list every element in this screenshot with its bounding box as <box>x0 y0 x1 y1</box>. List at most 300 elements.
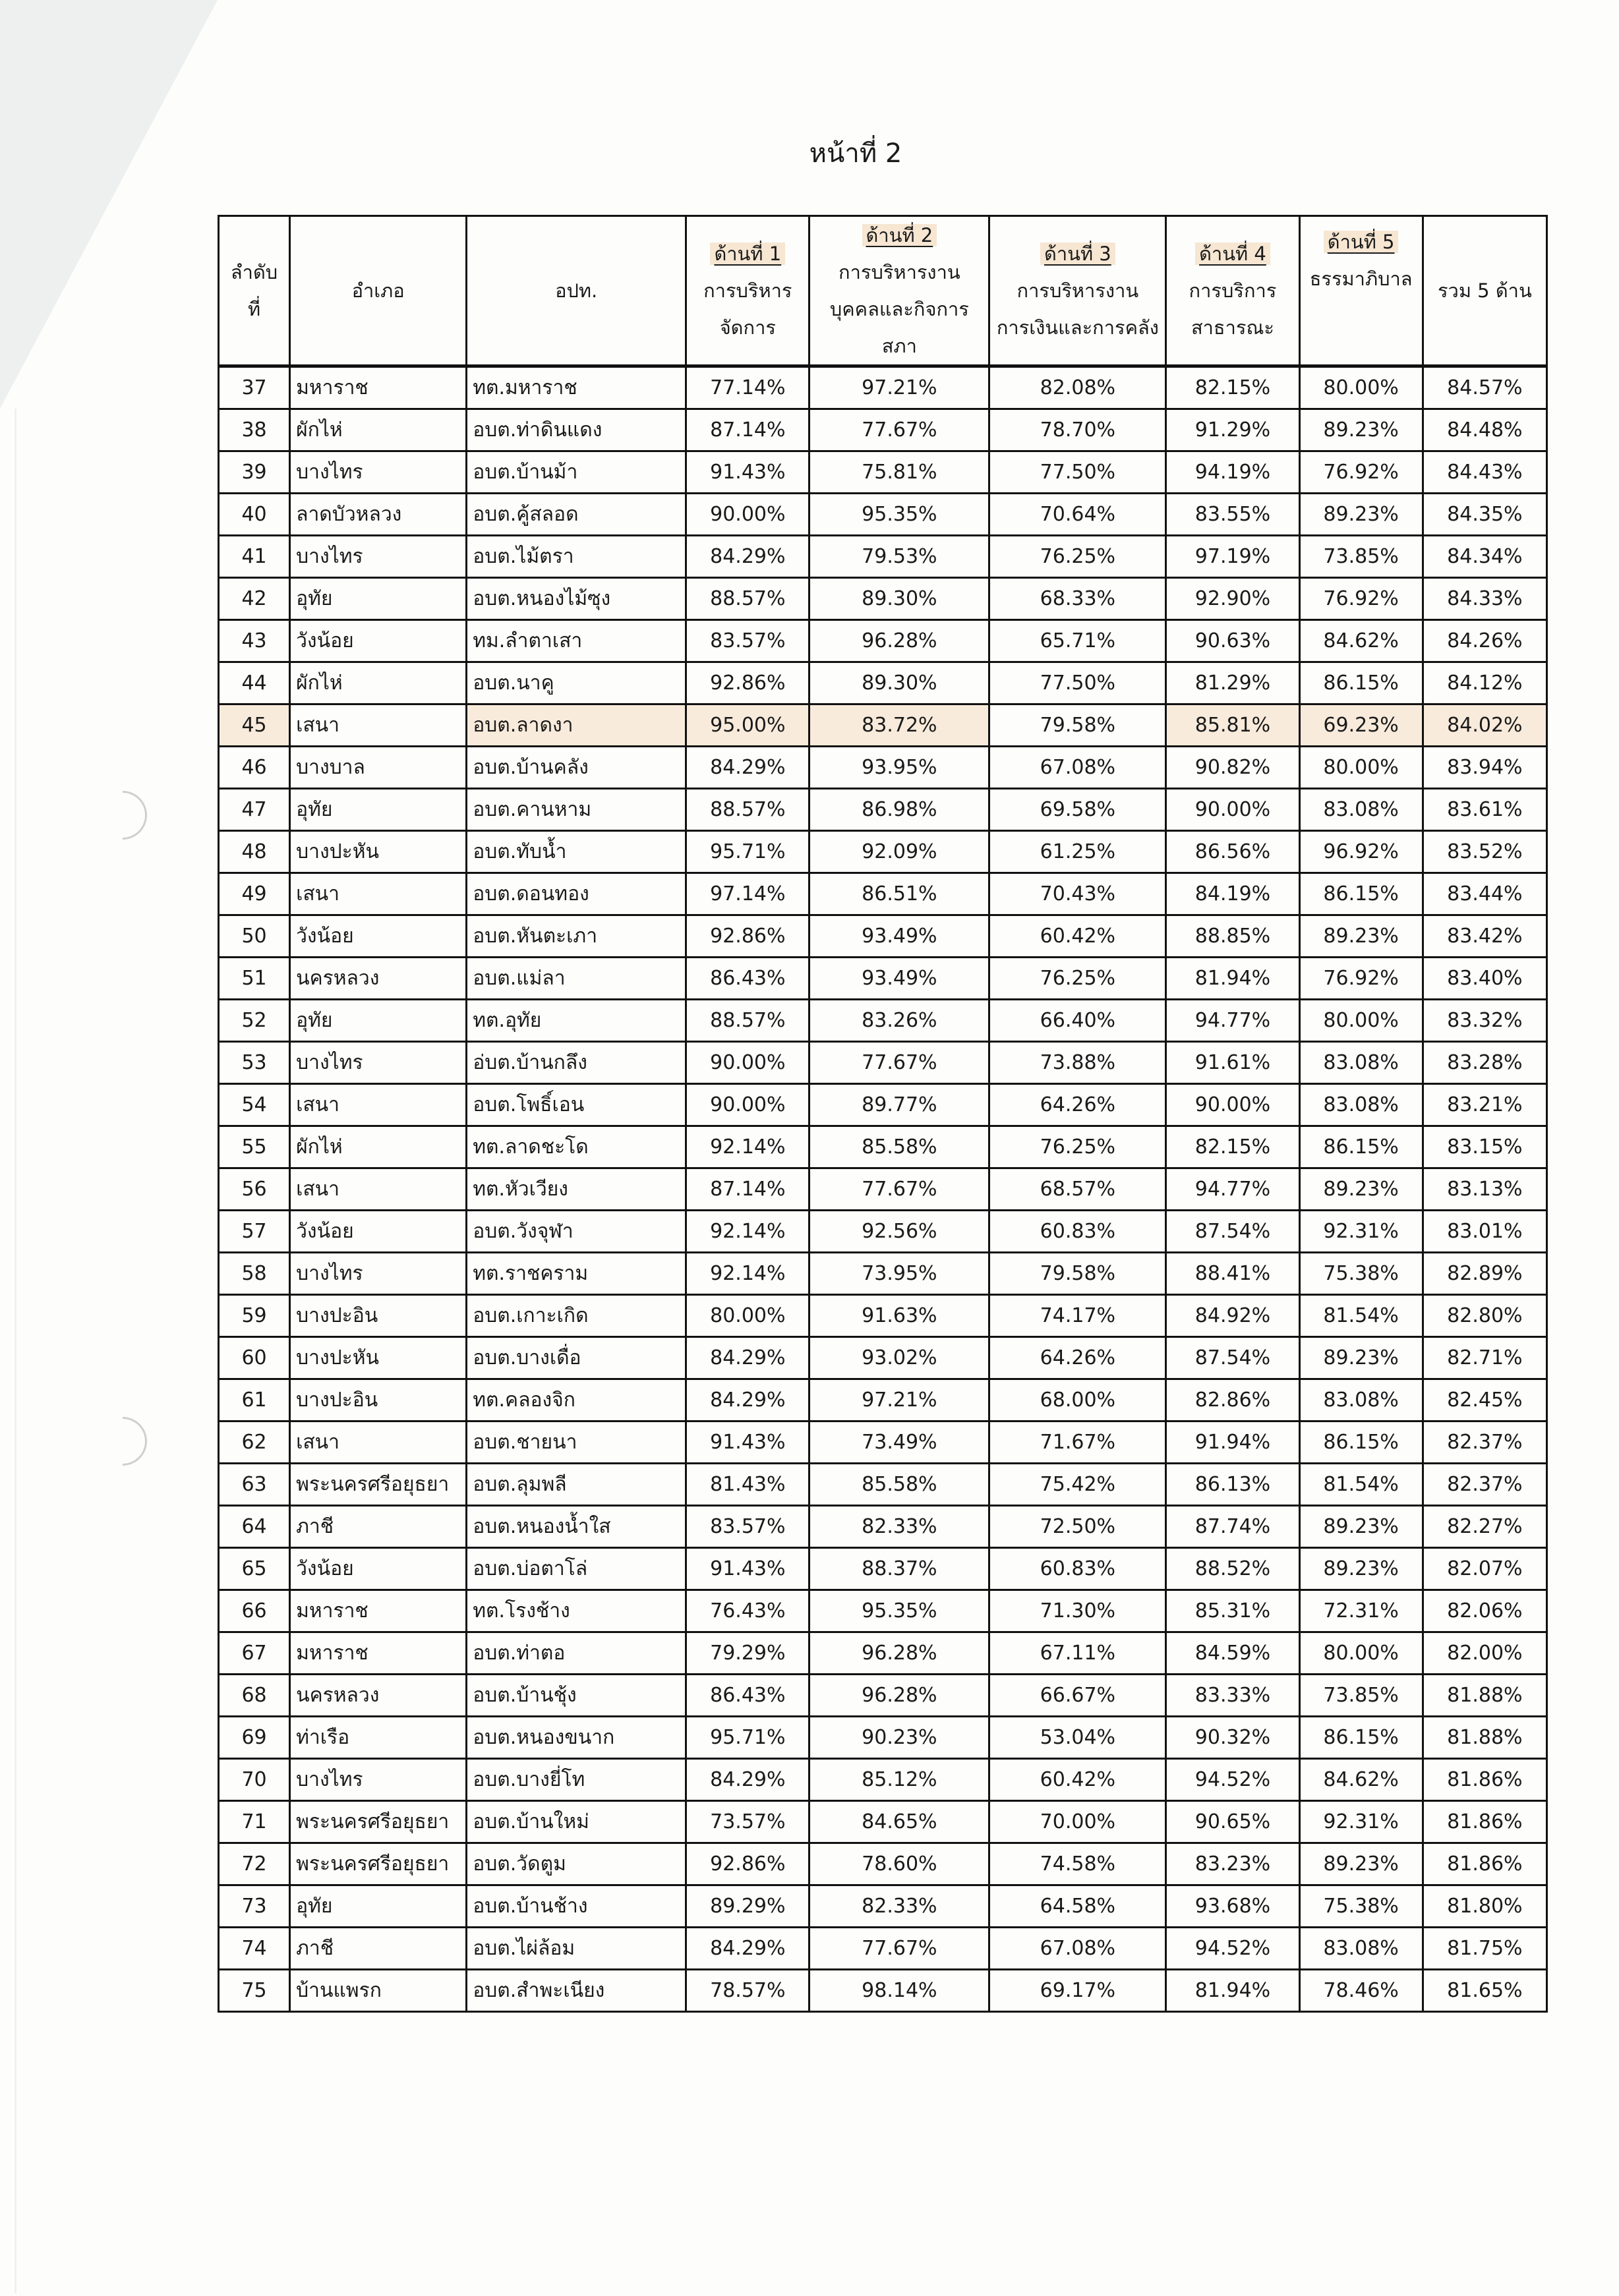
cell-dimension-2: 85.58% <box>810 1464 989 1506</box>
table-row <box>219 662 1547 704</box>
cell-total: 83.15% <box>1423 1126 1546 1168</box>
cell-dimension-1: 95.71% <box>686 831 810 873</box>
cell-org: ทม.ลำตาเสา <box>467 620 686 662</box>
cell-dimension-4: 85.81% <box>1166 704 1299 747</box>
cell-org: อบต.นาคู <box>467 662 686 704</box>
cell-dimension-1: 97.14% <box>686 873 810 915</box>
cell-org: อบต.หันตะเภา <box>467 915 686 958</box>
cell-dimension-2: 73.49% <box>810 1421 989 1464</box>
cell-dimension-5: 96.92% <box>1299 831 1423 873</box>
cell-seq: 37 <box>219 366 290 409</box>
cell-district: วังน้อย <box>290 915 467 958</box>
page-title: หน้าที่ 2 <box>809 138 902 169</box>
cell-dimension-3: 60.83% <box>989 1548 1166 1590</box>
cell-dimension-4: 90.65% <box>1166 1801 1299 1843</box>
cell-dimension-1: 84.29% <box>686 1337 810 1379</box>
cell-dimension-2: 88.37% <box>810 1548 989 1590</box>
table-row <box>219 1675 1547 1717</box>
cell-dimension-2: 77.67% <box>810 1042 989 1084</box>
cell-total: 82.27% <box>1423 1506 1546 1548</box>
cell-dimension-2: 86.51% <box>810 873 989 915</box>
cell-seq: 38 <box>219 409 290 451</box>
cell-dimension-5: 73.85% <box>1299 1675 1423 1717</box>
cell-dimension-1: 95.71% <box>686 1717 810 1759</box>
cell-dimension-2: 97.21% <box>810 366 989 409</box>
cell-dimension-1: 89.29% <box>686 1885 810 1928</box>
table-row <box>219 747 1547 789</box>
cell-dimension-5: 80.00% <box>1299 747 1423 789</box>
cell-dimension-1: 90.00% <box>686 1084 810 1126</box>
cell-total: 83.44% <box>1423 873 1546 915</box>
cell-dimension-1: 91.43% <box>686 1548 810 1590</box>
cell-org: ทต.มหาราช <box>467 366 686 409</box>
cell-dimension-2: 93.95% <box>810 747 989 789</box>
cell-total: 83.42% <box>1423 915 1546 958</box>
cell-dimension-5: 86.15% <box>1299 1421 1423 1464</box>
cell-dimension-1: 90.00% <box>686 1042 810 1084</box>
dimension-line2: การเงินและการคลัง <box>996 316 1159 339</box>
cell-total: 82.80% <box>1423 1295 1546 1337</box>
cell-dimension-4: 90.63% <box>1166 620 1299 662</box>
cell-dimension-5: 80.00% <box>1299 1632 1423 1675</box>
cell-seq: 58 <box>219 1253 290 1295</box>
cell-dimension-4: 84.92% <box>1166 1295 1299 1337</box>
cell-seq: 57 <box>219 1211 290 1253</box>
header-district: อำเภอ <box>290 216 467 366</box>
table-row <box>219 915 1547 958</box>
cell-dimension-2: 97.21% <box>810 1379 989 1421</box>
cell-dimension-3: 60.42% <box>989 915 1166 958</box>
cell-dimension-2: 91.63% <box>810 1295 989 1337</box>
cell-dimension-2: 98.14% <box>810 1970 989 2012</box>
cell-dimension-1: 80.00% <box>686 1295 810 1337</box>
dimension-tag: ด้านที่ 3 <box>1040 243 1115 265</box>
cell-dimension-3: 74.58% <box>989 1843 1166 1885</box>
cell-dimension-3: 71.30% <box>989 1590 1166 1632</box>
header-dimension-1 <box>686 216 810 366</box>
cell-district: บางปะหัน <box>290 1337 467 1379</box>
cell-dimension-3: 66.67% <box>989 1675 1166 1717</box>
cell-total: 83.01% <box>1423 1211 1546 1253</box>
cell-dimension-5: 76.92% <box>1299 578 1423 620</box>
cell-dimension-2: 95.35% <box>810 1590 989 1632</box>
cell-org: อบต.ไม้ตรา <box>467 536 686 578</box>
cell-dimension-2: 75.81% <box>810 451 989 494</box>
cell-total: 81.65% <box>1423 1970 1546 2012</box>
cell-dimension-3: 64.26% <box>989 1337 1166 1379</box>
cell-dimension-1: 92.14% <box>686 1253 810 1295</box>
cell-dimension-1: 92.14% <box>686 1211 810 1253</box>
cell-dimension-4: 90.00% <box>1166 789 1299 831</box>
cell-dimension-5: 92.31% <box>1299 1801 1423 1843</box>
cell-seq: 55 <box>219 1126 290 1168</box>
cell-dimension-5: 73.85% <box>1299 536 1423 578</box>
cell-dimension-2: 90.23% <box>810 1717 989 1759</box>
cell-org: อบต.ชายนา <box>467 1421 686 1464</box>
cell-dimension-5: 78.46% <box>1299 1970 1423 2012</box>
table-row <box>219 1632 1547 1675</box>
cell-dimension-1: 84.29% <box>686 1928 810 1970</box>
dimension-tag: ด้านที่ 1 <box>710 243 785 265</box>
cell-total: 82.45% <box>1423 1379 1546 1421</box>
cell-total: 82.89% <box>1423 1253 1546 1295</box>
cell-dimension-2: 82.33% <box>810 1506 989 1548</box>
cell-dimension-3: 73.88% <box>989 1042 1166 1084</box>
table-row <box>219 1759 1547 1801</box>
cell-dimension-1: 88.57% <box>686 1000 810 1042</box>
cell-district: มหาราช <box>290 366 467 409</box>
header-dimension-3 <box>989 216 1166 366</box>
table-row <box>219 1590 1547 1632</box>
cell-org: อบต.คานหาม <box>467 789 686 831</box>
cell-dimension-4: 81.94% <box>1166 958 1299 1000</box>
cell-total: 83.21% <box>1423 1084 1546 1126</box>
cell-district: นครหลวง <box>290 958 467 1000</box>
cell-dimension-1: 91.43% <box>686 1421 810 1464</box>
table-row <box>219 366 1547 409</box>
cell-dimension-2: 89.77% <box>810 1084 989 1126</box>
cell-dimension-2: 92.56% <box>810 1211 989 1253</box>
cell-district: ภาชี <box>290 1928 467 1970</box>
table-row <box>219 1337 1547 1379</box>
cell-dimension-5: 89.23% <box>1299 1843 1423 1885</box>
cell-district: เสนา <box>290 704 467 747</box>
cell-dimension-4: 82.15% <box>1166 1126 1299 1168</box>
cell-dimension-5: 89.23% <box>1299 409 1423 451</box>
cell-dimension-1: 87.14% <box>686 1168 810 1211</box>
cell-dimension-1: 87.14% <box>686 409 810 451</box>
dimension-line1: การบริการ <box>1189 279 1277 302</box>
cell-dimension-3: 77.50% <box>989 451 1166 494</box>
cell-total: 82.71% <box>1423 1337 1546 1379</box>
table-row <box>219 789 1547 831</box>
cell-dimension-4: 83.33% <box>1166 1675 1299 1717</box>
cell-org: อบต.ดอนทอง <box>467 873 686 915</box>
cell-dimension-1: 92.86% <box>686 1843 810 1885</box>
cell-seq: 44 <box>219 662 290 704</box>
cell-district: พระนครศรีอยุธยา <box>290 1843 467 1885</box>
cell-dimension-1: 90.00% <box>686 494 810 536</box>
cell-seq: 68 <box>219 1675 290 1717</box>
cell-dimension-4: 87.54% <box>1166 1211 1299 1253</box>
cell-total: 81.88% <box>1423 1675 1546 1717</box>
cell-dimension-5: 84.62% <box>1299 1759 1423 1801</box>
cell-district: วังน้อย <box>290 1548 467 1590</box>
cell-dimension-2: 86.98% <box>810 789 989 831</box>
cell-dimension-1: 83.57% <box>686 620 810 662</box>
cell-org: ทต.โรงช้าง <box>467 1590 686 1632</box>
cell-dimension-1: 76.43% <box>686 1590 810 1632</box>
cell-org: ทต.ราชคราม <box>467 1253 686 1295</box>
cell-seq: 62 <box>219 1421 290 1464</box>
table-row <box>219 451 1547 494</box>
cell-dimension-2: 89.30% <box>810 662 989 704</box>
cell-dimension-1: 88.57% <box>686 578 810 620</box>
cell-district: บางปะอิน <box>290 1295 467 1337</box>
table-row <box>219 620 1547 662</box>
cell-dimension-5: 89.23% <box>1299 915 1423 958</box>
header-dimension-5 <box>1299 216 1423 366</box>
cell-seq: 48 <box>219 831 290 873</box>
cell-dimension-5: 89.23% <box>1299 1168 1423 1211</box>
cell-seq: 69 <box>219 1717 290 1759</box>
table-row <box>219 831 1547 873</box>
cell-dimension-5: 89.23% <box>1299 494 1423 536</box>
cell-org: อบต.บ้านคลัง <box>467 747 686 789</box>
table-row <box>219 1084 1547 1126</box>
cell-dimension-4: 94.77% <box>1166 1168 1299 1211</box>
cell-org: อบต.วัดตูม <box>467 1843 686 1885</box>
cell-dimension-1: 92.86% <box>686 915 810 958</box>
cell-district: บางไทร <box>290 1253 467 1295</box>
table-row <box>219 1421 1547 1464</box>
cell-org: อบต.หนองไม้ซุง <box>467 578 686 620</box>
cell-district: นครหลวง <box>290 1675 467 1717</box>
cell-dimension-3: 60.83% <box>989 1211 1166 1253</box>
punch-hole <box>123 1417 147 1466</box>
cell-seq: 40 <box>219 494 290 536</box>
cell-seq: 54 <box>219 1084 290 1126</box>
cell-dimension-3: 82.08% <box>989 366 1166 409</box>
table-row <box>219 1168 1547 1211</box>
cell-seq: 46 <box>219 747 290 789</box>
page-edge <box>15 409 16 2293</box>
cell-dimension-4: 97.19% <box>1166 536 1299 578</box>
cell-dimension-3: 67.11% <box>989 1632 1166 1675</box>
table-row <box>219 873 1547 915</box>
cell-seq: 56 <box>219 1168 290 1211</box>
table-row <box>219 1000 1547 1042</box>
cell-dimension-3: 70.00% <box>989 1801 1166 1843</box>
cell-dimension-2: 83.26% <box>810 1000 989 1042</box>
cell-dimension-4: 93.68% <box>1166 1885 1299 1928</box>
cell-seq: 42 <box>219 578 290 620</box>
cell-seq: 47 <box>219 789 290 831</box>
cell-district: บางบาล <box>290 747 467 789</box>
header-org: อปท. <box>467 216 686 366</box>
cell-dimension-1: 86.43% <box>686 958 810 1000</box>
cell-dimension-4: 88.41% <box>1166 1253 1299 1295</box>
cell-dimension-3: 71.67% <box>989 1421 1166 1464</box>
cell-dimension-3: 74.17% <box>989 1295 1166 1337</box>
cell-dimension-5: 89.23% <box>1299 1548 1423 1590</box>
cell-dimension-5: 76.92% <box>1299 451 1423 494</box>
cell-seq: 59 <box>219 1295 290 1337</box>
cell-dimension-5: 89.23% <box>1299 1337 1423 1379</box>
cell-seq: 72 <box>219 1843 290 1885</box>
cell-district: เสนา <box>290 1421 467 1464</box>
table-row <box>219 1379 1547 1421</box>
header-dimension-2 <box>810 216 989 366</box>
table-row <box>219 958 1547 1000</box>
dimension-line1: ธรรมาภิบาล <box>1309 268 1413 290</box>
cell-seq: 74 <box>219 1928 290 1970</box>
table-body <box>219 366 1547 2012</box>
cell-total: 83.13% <box>1423 1168 1546 1211</box>
cell-district: พระนครศรีอยุธยา <box>290 1464 467 1506</box>
cell-seq: 71 <box>219 1801 290 1843</box>
cell-dimension-3: 79.58% <box>989 704 1166 747</box>
cell-dimension-3: 79.58% <box>989 1253 1166 1295</box>
cell-dimension-3: 60.42% <box>989 1759 1166 1801</box>
cell-dimension-1: 84.29% <box>686 1759 810 1801</box>
cell-dimension-3: 77.50% <box>989 662 1166 704</box>
cell-dimension-2: 95.35% <box>810 494 989 536</box>
cell-org: อบต.บางเดื่อ <box>467 1337 686 1379</box>
cell-district: อุทัย <box>290 1885 467 1928</box>
cell-district: บางไทร <box>290 451 467 494</box>
cell-dimension-3: 53.04% <box>989 1717 1166 1759</box>
cell-dimension-3: 70.43% <box>989 873 1166 915</box>
cell-dimension-5: 83.08% <box>1299 1042 1423 1084</box>
cell-dimension-5: 75.38% <box>1299 1253 1423 1295</box>
cell-seq: 70 <box>219 1759 290 1801</box>
dimension-line1: การบริหารงาน <box>839 261 960 283</box>
cell-dimension-3: 69.17% <box>989 1970 1166 2012</box>
cell-dimension-2: 82.33% <box>810 1885 989 1928</box>
cell-dimension-1: 77.14% <box>686 366 810 409</box>
table-row <box>219 1506 1547 1548</box>
cell-dimension-4: 86.13% <box>1166 1464 1299 1506</box>
cell-dimension-3: 68.33% <box>989 578 1166 620</box>
cell-dimension-5: 83.08% <box>1299 1928 1423 1970</box>
cell-dimension-3: 61.25% <box>989 831 1166 873</box>
cell-dimension-4: 84.19% <box>1166 873 1299 915</box>
cell-total: 84.26% <box>1423 620 1546 662</box>
cell-dimension-4: 81.94% <box>1166 1970 1299 2012</box>
cell-dimension-4: 82.86% <box>1166 1379 1299 1421</box>
cell-dimension-5: 92.31% <box>1299 1211 1423 1253</box>
cell-seq: 51 <box>219 958 290 1000</box>
cell-dimension-2: 93.02% <box>810 1337 989 1379</box>
cell-dimension-2: 78.60% <box>810 1843 989 1885</box>
cell-dimension-1: 91.43% <box>686 451 810 494</box>
cell-dimension-5: 81.54% <box>1299 1295 1423 1337</box>
cell-seq: 60 <box>219 1337 290 1379</box>
punch-hole <box>123 791 147 840</box>
cell-dimension-5: 86.15% <box>1299 1717 1423 1759</box>
table-row <box>219 409 1547 451</box>
cell-district: เสนา <box>290 1168 467 1211</box>
cell-total: 83.28% <box>1423 1042 1546 1084</box>
table-row <box>219 1464 1547 1506</box>
cell-dimension-2: 93.49% <box>810 958 989 1000</box>
cell-dimension-2: 77.67% <box>810 409 989 451</box>
cell-total: 81.88% <box>1423 1717 1546 1759</box>
cell-dimension-4: 90.00% <box>1166 1084 1299 1126</box>
cell-seq: 65 <box>219 1548 290 1590</box>
cell-total: 82.37% <box>1423 1421 1546 1464</box>
cell-district: วังน้อย <box>290 1211 467 1253</box>
cell-dimension-4: 91.61% <box>1166 1042 1299 1084</box>
cell-total: 81.86% <box>1423 1759 1546 1801</box>
cell-dimension-3: 66.40% <box>989 1000 1166 1042</box>
cell-dimension-2: 96.28% <box>810 620 989 662</box>
cell-dimension-4: 88.85% <box>1166 915 1299 958</box>
cell-district: วังน้อย <box>290 620 467 662</box>
cell-dimension-3: 72.50% <box>989 1506 1166 1548</box>
cell-seq: 52 <box>219 1000 290 1042</box>
cell-org: ทต.ลาดชะโด <box>467 1126 686 1168</box>
cell-seq: 43 <box>219 620 290 662</box>
cell-district: อุทัย <box>290 1000 467 1042</box>
cell-seq: 75 <box>219 1970 290 2012</box>
cell-dimension-4: 90.82% <box>1166 747 1299 789</box>
cell-org: ทต.อุทัย <box>467 1000 686 1042</box>
cell-dimension-5: 83.08% <box>1299 1379 1423 1421</box>
cell-dimension-4: 83.55% <box>1166 494 1299 536</box>
cell-total: 81.86% <box>1423 1843 1546 1885</box>
dimension-tag: ด้านที่ 2 <box>862 224 937 246</box>
cell-seq: 45 <box>219 704 290 747</box>
cell-dimension-5: 80.00% <box>1299 366 1423 409</box>
cell-district: พระนครศรีอยุธยา <box>290 1801 467 1843</box>
cell-district: ภาชี <box>290 1506 467 1548</box>
cell-dimension-4: 91.94% <box>1166 1421 1299 1464</box>
cell-org: ทต.หัวเวียง <box>467 1168 686 1211</box>
cell-dimension-4: 81.29% <box>1166 662 1299 704</box>
cell-district: อุทัย <box>290 789 467 831</box>
cell-org: อบต.โพธิ์เอน <box>467 1084 686 1126</box>
cell-total: 82.37% <box>1423 1464 1546 1506</box>
cell-dimension-4: 82.15% <box>1166 366 1299 409</box>
cell-district: มหาราช <box>290 1590 467 1632</box>
cell-total: 84.35% <box>1423 494 1546 536</box>
cell-district: บางไทร <box>290 536 467 578</box>
cell-dimension-2: 73.95% <box>810 1253 989 1295</box>
cell-district: ท่าเรือ <box>290 1717 467 1759</box>
cell-seq: 61 <box>219 1379 290 1421</box>
cell-dimension-3: 69.58% <box>989 789 1166 831</box>
cell-dimension-1: 88.57% <box>686 789 810 831</box>
folded-page-corner <box>0 0 218 409</box>
table-row <box>219 1970 1547 2012</box>
cell-dimension-2: 77.67% <box>810 1928 989 1970</box>
dimension-line2: บุคคลและกิจการสภา <box>829 298 969 357</box>
cell-dimension-4: 88.52% <box>1166 1548 1299 1590</box>
cell-district: ผักไห่ <box>290 409 467 451</box>
dimension-line1: การบริหาร <box>703 279 792 302</box>
cell-org: อบต.บางยี่โท <box>467 1759 686 1801</box>
cell-dimension-2: 85.12% <box>810 1759 989 1801</box>
table-row <box>219 1253 1547 1295</box>
cell-dimension-2: 96.28% <box>810 1675 989 1717</box>
cell-dimension-3: 76.25% <box>989 536 1166 578</box>
cell-dimension-4: 83.23% <box>1166 1843 1299 1885</box>
cell-total: 84.12% <box>1423 662 1546 704</box>
cell-dimension-5: 86.15% <box>1299 873 1423 915</box>
cell-dimension-1: 95.00% <box>686 704 810 747</box>
cell-dimension-3: 64.58% <box>989 1885 1166 1928</box>
cell-district: ลาดบัวหลวง <box>290 494 467 536</box>
cell-org: อบต.วังจุฬา <box>467 1211 686 1253</box>
header-seq: ลำดับที่ <box>219 216 290 366</box>
cell-dimension-3: 75.42% <box>989 1464 1166 1506</box>
cell-org: อบต.ท่าดินแดง <box>467 409 686 451</box>
cell-total: 82.00% <box>1423 1632 1546 1675</box>
cell-dimension-5: 84.62% <box>1299 620 1423 662</box>
cell-org: อบต.ลาดงา <box>467 704 686 747</box>
table-row <box>219 704 1547 747</box>
cell-total: 84.43% <box>1423 451 1546 494</box>
cell-district: อุทัย <box>290 578 467 620</box>
cell-dimension-1: 83.57% <box>686 1506 810 1548</box>
cell-dimension-1: 86.43% <box>686 1675 810 1717</box>
cell-district: บางไทร <box>290 1759 467 1801</box>
cell-dimension-3: 65.71% <box>989 620 1166 662</box>
cell-dimension-2: 96.28% <box>810 1632 989 1675</box>
cell-dimension-2: 84.65% <box>810 1801 989 1843</box>
